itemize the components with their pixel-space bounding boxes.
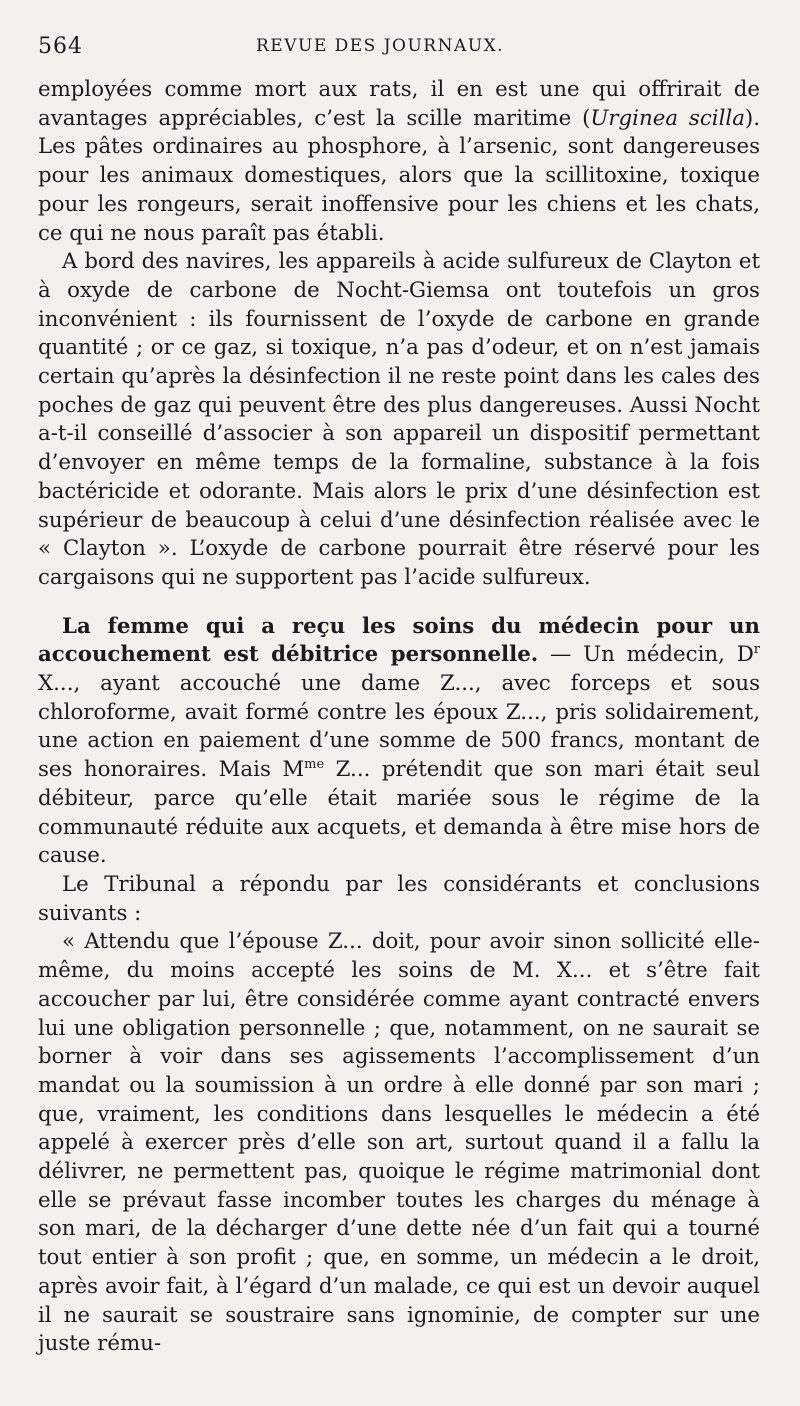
- running-head: REVUE DES JOURNAUX.: [256, 36, 505, 56]
- paragraph-1: employées comme mort aux rats, il en est une qui offrirait de avantages appréciables, c’est la scille maritime (Urginea scilla). Les pâtes ordinaires au phosphore, à l’arsenic, sont dangereuses pour les animaux domestiques, alors que la scillitoxine, toxique pour les rongeurs, serait inoffensive pour les chiens et les chats, ce qui ne nous paraît pas établi.: [38, 77, 760, 246]
- page-number: 564: [38, 34, 83, 59]
- paragraph-4: Le Tribunal a répondu par les considérants et conclusions suivants :: [38, 871, 760, 926]
- page-header: [38, 30, 760, 70]
- paragraph-2: A bord des navires, les appareils à acide sulfureux de Clayton et à oxyde de carbone de Nocht-Giemsa ont toutefois un gros inconvénient : ils fournissent de l’oxyde de carbone en grande quantité ; or ce gaz, si toxique, n’a pas d’odeur, et on n’est jamais certain qu’après la désinfection il ne reste point dans les cales des poches de gaz qui peuvent être des plus dangereuses. Aussi Nocht a-t-il conseillé d’associer à son appareil un dispositif permettant d’envoyer en même temps de la formaline, substance à la fois bactéricide et odorante. Mais alors le prix d’une désinfection est supérieur de beaucoup à celui d’une désinfection réalisée avec le « Clayton ». L’oxyde de carbone pourrait être réservé pour les cargaisons qui ne supportent pas l’acide sulfureux.: [38, 249, 760, 590]
- paragraph-5: « Attendu que l’épouse Z... doit, pour avoir sinon sollicité elle-même, du moins accepté les soins de M. X... et s’être fait accoucher par lui, être considérée comme ayant contracté envers lui une obligation personnelle ; que, notamment, on ne saurait se borner à voir dans ses agissements l’accomplissement d’un mandat ou la soumission à un ordre à elle donné par son mari ; que, vraiment, les conditions dans lesquelles le médecin a été appelé à exercer près d’elle son art, surtout quand il a fallu la délivrer, ne permettent pas, quoique le régime matrimonial dont elle se prévaut fasse incomber toutes les charges du ménage à son mari, de la décharger d’une dette née d’un fait qui a tourné tout entier à son profit ; que, en somme, un médecin a le droit, après avoir fait, à l’égard d’un malade, ce qui est un devoir auquel il ne saurait se soustraire sans ignominie, de compter sur une juste rému-: [38, 929, 760, 1357]
- body-text: [38, 76, 760, 1359]
- species-name: Urginea scilla: [590, 105, 745, 131]
- paragraph-3: La femme qui a reçu les soins du médecin pour un accouchement est débitrice personnelle. — Un médecin, $D^r$ X..., ayant accouché une dame Z..., avec forceps et sous chloroforme, avait formé contre les époux Z..., pris solidairement, une action en paiement d’une somme de 500 francs, montant de ses honoraires. Mais $M^{me}$ Z... prétendit que son mari était seul débiteur, parce qu’elle était mariée sous le régime de la communauté réduite aux acquets, et demanda à être mise hors de cause.: [38, 613, 760, 869]
- section-heading: La femme qui a reçu les soins du médecin pour un accouchement est débitrice personnelle.: [38, 613, 760, 668]
